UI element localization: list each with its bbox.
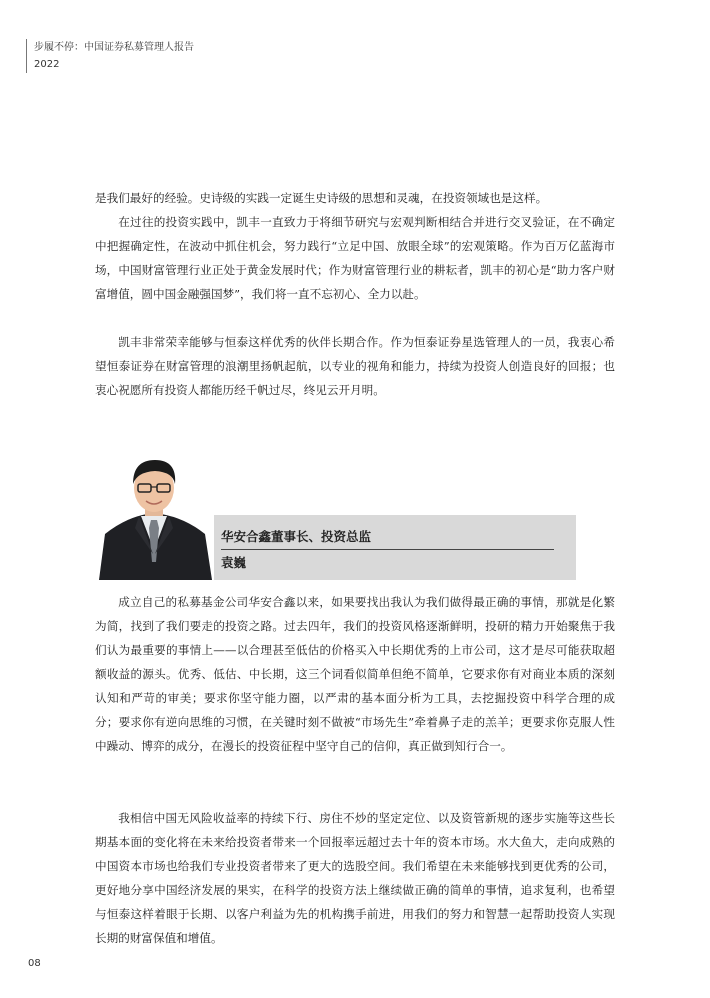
paragraph-partnership: 凯丰非常荣幸能够与恒泰这样优秀的伙伴长期合作。作为恒泰证券星选管理人的一员，我衷心希望恒泰证券在财富管理的浪潮里扬帆起航，以专业的视角和能力，持续为投资人创造良好的回报；也衷心祝愿所有投资人都能历经千帆过尽，终见云开月明。 (95, 335, 615, 397)
profile-role: 华安合鑫董事长、投资总监 (221, 529, 372, 544)
portrait-photo (95, 454, 214, 580)
report-title: 步履不停：中国证券私募管理人报告 (34, 42, 194, 53)
paragraph-firm-philosophy: 成立自己的私募基金公司华安合鑫以来，如果要找出我认为我们做得最正确的事情，那就是化繁为简，找到了我们要走的投资之路。过去四年，我们的投资风格逐渐鲜明，投研的精力开始聚焦于我们认为最重要的事情上——以合理甚至低估的价格买入中长期优秀的上市公司，这才是尽可能获取超额收益的源头。优秀、低估、中长期，这三个词看似简单但绝不简单，它要求你有对商业本质的深刻认知和严苛的审美；要求你坚守能力圈，以严肃的基本面分析为工具，去挖掘投资中科学合理的成分；要求你有逆向思维的习惯，在关键时刻不做被“市场先生”牵着鼻子走的羔羊；更要求你克服人性中躁动、博弈的成分，在漫长的投资征程中坚守自己的信仰，真正做到知行合一。 (95, 595, 615, 753)
paragraph-investment-practice: 在过往的投资实践中，凯丰一直致力于将细节研究与宏观判断相结合并进行交叉验证，在不确定中把握确定性，在波动中抓住机会，努力践行“立足中国、放眼全球”的宏观策略。作为百万亿蓝海市场，中国财富管理行业正处于黄金发展时代；作为财富管理行业的耕耘者，凯丰的初心是“助力客户财富增值，圆中国金融强国梦”，我们将一直不忘初心、全力以赴。 (95, 215, 615, 301)
paragraph-market-outlook: 我相信中国无风险收益率的持续下行、房住不炒的坚定定位、以及资管新规的逐步实施等这些长期基本面的变化将在未来给投资者带来一个回报率远超过去十年的资本市场。水大鱼大，走向成熟的中国资本市场也给我们专业投资者带来了更大的选股空间。我们希望在未来能够找到更优秀的公司，更好地分享中国经济发展的果实，在科学的投资方法上继续做正确的简单的事情，追求复利，也希望与恒泰这样着眼于长期、以客户利益为先的机构携手前进，用我们的努力和智慧一起帮助投资人实现长期的财富保值和增值。 (95, 811, 615, 945)
profile-name: 袁巍 (221, 555, 247, 570)
page-number: 08 (28, 958, 41, 969)
profile-divider (221, 549, 554, 550)
running-header (26, 39, 194, 73)
report-year: 2022 (34, 59, 60, 70)
paragraph-continuation: 是我们最好的经验。史诗级的实践一定诞生史诗级的思想和灵魂，在投资领域也是这样。 (95, 191, 548, 205)
